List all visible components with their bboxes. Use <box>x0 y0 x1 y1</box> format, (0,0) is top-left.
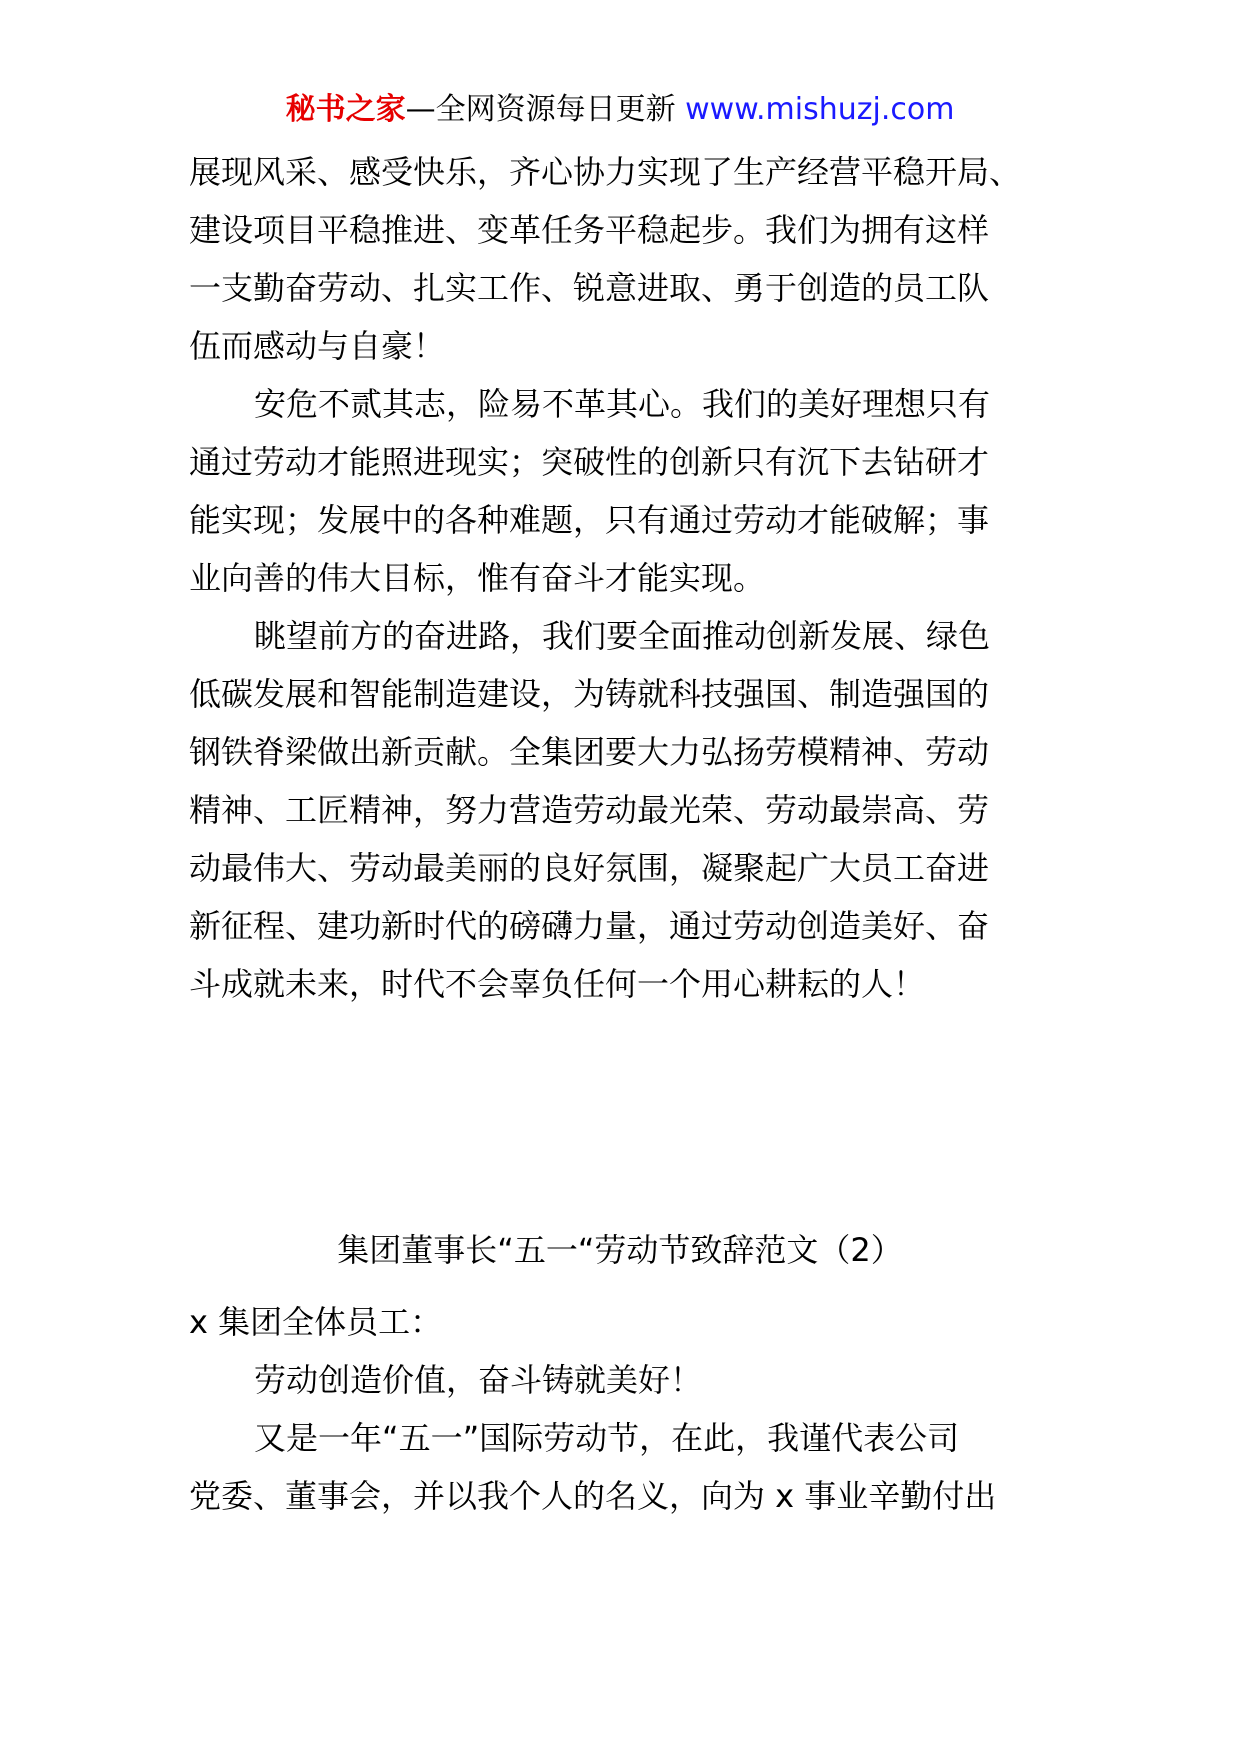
salutation: x 集团全体员工： <box>189 1303 443 1341</box>
paragraph-3-line-6: 新征程、建功新时代的磅礴力量，通过劳动创造美好、奋 <box>189 907 990 945</box>
paragraph-2-line-3: 能实现；发展中的各种难题，只有通过劳动才能破解；事 <box>189 501 990 539</box>
paragraph-1-line-1: 展现风采、感受快乐，齐心协力实现了生产经营平稳开局、 <box>189 153 1022 191</box>
paragraph-2-line-4: 业向善的伟大目标，惟有奋斗才能实现。 <box>189 559 766 597</box>
paragraph-3-line-2: 低碳发展和智能制造建设，为铸就科技强国、制造强国的 <box>189 675 990 713</box>
paragraph-1-line-3: 一支勤奋劳动、扎实工作、锐意进取、勇于创造的员工队 <box>189 269 990 307</box>
section-title: 集团董事长“五一“劳动节致辞范文（2） <box>337 1231 903 1269</box>
paragraph-3-line-1: 眺望前方的奋进路，我们要全面推动创新发展、绿色 <box>254 617 991 655</box>
site-url-link[interactable]: www.mishuzj.com <box>685 92 955 127</box>
paragraph-3-line-7: 斗成就未来，时代不会辜负任何一个用心耕耘的人！ <box>189 965 926 1003</box>
paragraph-1-line-2: 建设项目平稳推进、变革任务平稳起步。我们为拥有这样 <box>189 211 990 249</box>
slogan: 劳动创造价值，奋斗铸就美好！ <box>254 1361 703 1399</box>
paragraph-1-line-4: 伍而感动与自豪！ <box>189 327 446 365</box>
paragraph-2-line-1: 安危不贰其志，险易不革其心。我们的美好理想只有 <box>254 385 991 423</box>
paragraph-2-line-2: 通过劳动才能照进现实；突破性的创新只有沉下去钻研才 <box>189 443 990 481</box>
brand-name: 秘书之家 <box>285 92 406 127</box>
paragraph-3-line-3: 钢铁脊梁做出新贡献。全集团要大力弘扬劳模精神、劳动 <box>189 733 990 771</box>
banner-tagline: —全网资源每日更新 <box>405 92 686 127</box>
opening-line-2: 党委、董事会，并以我个人的名义，向为 x 事业辛勤付出 <box>189 1477 997 1515</box>
opening-line-1: 又是一年“五一”国际劳动节，在此，我谨代表公司 <box>254 1419 960 1457</box>
paragraph-3-line-4: 精神、工匠精神，努力营造劳动最光荣、劳动最崇高、劳 <box>189 791 990 829</box>
paragraph-3-line-5: 动最伟大、劳动最美丽的良好氛围，凝聚起广大员工奋进 <box>189 849 990 887</box>
